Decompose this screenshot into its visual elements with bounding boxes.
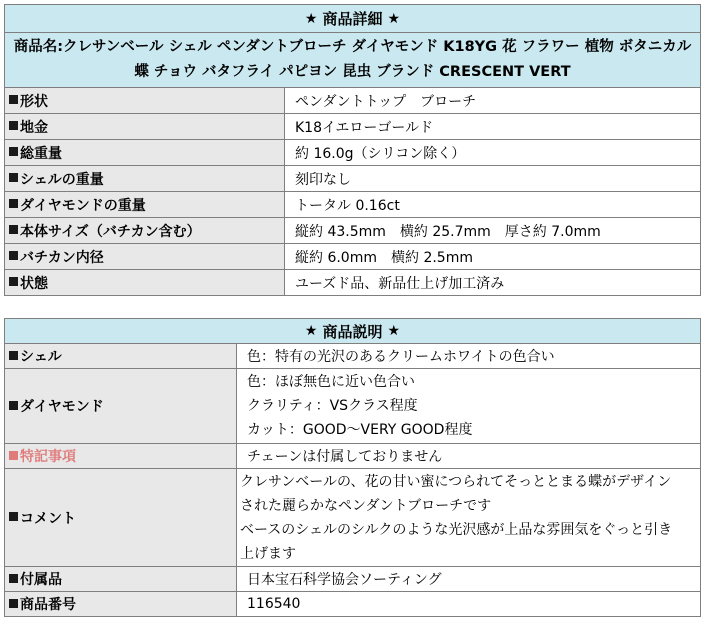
- detail-label: 形状: [5, 88, 285, 113]
- square-bullet-icon: [9, 251, 18, 260]
- product-name-line1: 商品名:クレサンベール シェル ペンダントブローチ ダイヤモンド K18YG 花 フラワー 植物 ボタニカル: [13, 39, 692, 55]
- detail-row-shell-weight: [5, 165, 700, 191]
- detail-value: 約 16.0g（シリコン除く）: [295, 145, 466, 162]
- detail-value: トータル 0.16ct: [295, 197, 400, 214]
- star-icon: ★: [304, 10, 318, 27]
- description-title: 商品説明: [322, 322, 383, 341]
- detail-value: 刻印なし: [295, 171, 351, 188]
- star-icon: ★: [304, 323, 318, 339]
- desc-label-special: 特記事項: [5, 444, 237, 468]
- comment-line: ベースのシェルのシルクのような光沢感が上品な雰囲気をぐっと引き: [240, 521, 673, 538]
- product-name-row: [5, 32, 700, 87]
- desc-row-product-number: [5, 591, 700, 616]
- desc-label: コメント: [5, 469, 237, 566]
- diamond-color: 色：ほぼ無色に近い色合い: [247, 374, 415, 390]
- square-bullet-icon: [9, 147, 18, 156]
- product-details-table: [4, 4, 701, 296]
- detail-label: 本体サイズ（バチカン含む）: [5, 218, 285, 243]
- detail-value: K18イエローゴールド: [295, 119, 434, 136]
- star-icon: ★: [387, 10, 401, 27]
- square-bullet-icon: [9, 401, 18, 410]
- square-bullet-icon: [9, 451, 18, 460]
- diamond-cut: カット：GOOD〜VERY GOOD程度: [247, 422, 473, 438]
- detail-label: シェルの重量: [5, 166, 285, 191]
- comment-line: された麗らかなペンダントブローチです: [240, 497, 492, 514]
- diamond-clarity: クラリティ：VSクラス程度: [247, 398, 418, 414]
- details-header: [5, 5, 700, 32]
- square-bullet-icon: [9, 225, 18, 234]
- detail-label: バチカン内径: [5, 244, 285, 269]
- detail-label: 状態: [5, 270, 285, 295]
- desc-value: チェーンは付属しておりません: [247, 449, 443, 465]
- desc-value: 色：特有の光沢のあるクリームホワイトの色合い: [247, 349, 555, 365]
- square-bullet-icon: [9, 599, 18, 608]
- detail-value: 縦約 43.5mm 横約 25.7mm 厚さ約 7.0mm: [295, 223, 601, 240]
- details-title: 商品詳細: [322, 10, 383, 28]
- desc-value: 116540: [247, 596, 301, 612]
- detail-value: ユーズド品、新品仕上げ加工済み: [295, 275, 505, 292]
- detail-row-bail: [5, 243, 700, 269]
- detail-row-metal: [5, 113, 700, 139]
- detail-value: ペンダントトップ ブローチ: [295, 93, 477, 110]
- description-header: [5, 319, 700, 343]
- desc-value: [237, 369, 700, 443]
- product-name-line2: 蝶 チョウ バタフライ パピヨン 昆虫 ブランド CRESCENT VERT: [134, 64, 571, 80]
- square-bullet-icon: [9, 351, 18, 360]
- square-bullet-icon: [9, 199, 18, 208]
- square-bullet-icon: [9, 574, 18, 583]
- detail-row-shape: [5, 87, 700, 113]
- star-icon: ★: [387, 323, 401, 339]
- square-bullet-icon: [9, 512, 18, 521]
- detail-row-condition: [5, 269, 700, 295]
- desc-row-accessories: [5, 566, 700, 591]
- desc-label: 商品番号: [5, 592, 237, 616]
- detail-row-size: [5, 217, 700, 243]
- square-bullet-icon: [9, 277, 18, 286]
- desc-row-shell: [5, 343, 700, 368]
- square-bullet-icon: [9, 173, 18, 182]
- desc-row-diamond: [5, 368, 700, 443]
- detail-label: 総重量: [5, 140, 285, 165]
- desc-label: シェル: [5, 344, 237, 368]
- desc-value: [237, 469, 700, 566]
- desc-value: 日本宝石科学協会ソーティング: [247, 572, 442, 588]
- desc-row-comment: [5, 468, 700, 566]
- desc-label: 付属品: [5, 567, 237, 591]
- comment-line: 上げます: [240, 545, 296, 562]
- comment-line: クレサンベールの、花の甘い蜜につられてそっととまる蝶がデザイン: [240, 473, 672, 490]
- square-bullet-icon: [9, 121, 18, 130]
- desc-row-notes: [5, 443, 700, 468]
- detail-row-diamond-weight: [5, 191, 700, 217]
- detail-label: 地金: [5, 114, 285, 139]
- square-bullet-icon: [9, 95, 18, 104]
- desc-label: ダイヤモンド: [5, 369, 237, 443]
- detail-value: 縦約 6.0mm 横約 2.5mm: [295, 249, 473, 266]
- detail-row-total-weight: [5, 139, 700, 165]
- product-description-table: [4, 318, 701, 617]
- detail-label: ダイヤモンドの重量: [5, 192, 285, 217]
